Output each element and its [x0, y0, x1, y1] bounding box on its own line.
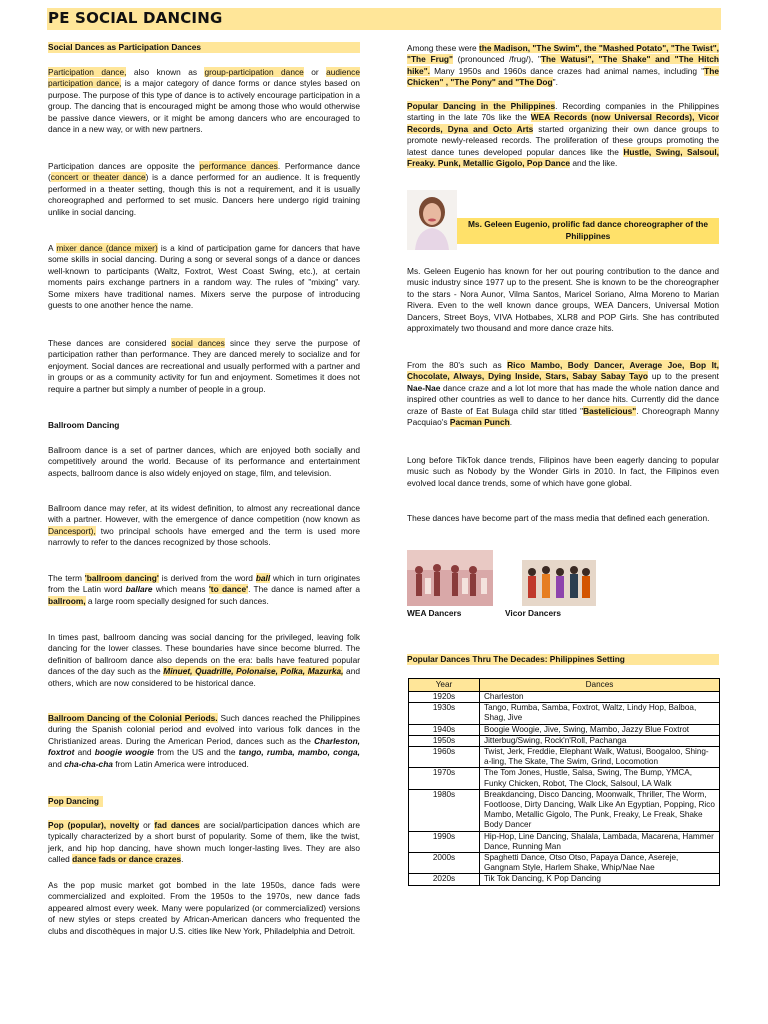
choreographer-photo: [407, 190, 457, 250]
year-cell: 1950s: [409, 735, 480, 746]
table-body: [409, 692, 720, 886]
year-cell: 2000s: [409, 853, 480, 874]
dances-cell: Spaghetti Dance, Otso Otso, Papaya Dance, Asereje, Gangnam Style, Harlem Shake, Whip/Nae Nae: [480, 853, 720, 874]
wea-dancers-photo: [407, 550, 493, 606]
table-row: [409, 747, 720, 768]
paragraph-ballroom-term: The term 'ballroom dancing' is derived from the word ball which in turn originates from the Latin word ballare which means 'to dance'. The dance is named after a ballroom, a large room specially designed for such dances.: [48, 573, 361, 606]
year-cell: 1920s: [409, 692, 480, 703]
dances-cell: Breakdancing, Disco Dancing, Moonwalk, Thriller, The Worm, Footloose, Dirty Dancing, Walk Like An Egyptian, Popping, Rico Mambo, Metallic Gigolo, The Punk, Freaky, Le Freak, Shake Body Dancer: [480, 789, 720, 831]
wea-caption: WEA Dancers: [407, 608, 462, 618]
paragraph-ballroom-intro: Ballroom dance is a set of partner dances, which are enjoyed both socially and competitively around the world. Because of its performance and entertainment aspects, ballroom dance is also widely enjoyed on stage, film, and television.: [48, 445, 360, 478]
paragraph-dance-hits: From the 80's such as Rico Mambo, Body Dancer, Average Joe, Bop It, Chocolate, Always, Dying Inside, Stars, Sabay Sabay Tayo up to the present Nae-Nae dance craze and a lot lot more that has made the whole nation dance and inspired other countries as well to dance to her dance hits. Currently did the dance craze of Baste of Eat Bulaga child star titled "Bastelicious". Choreograph Manny Pacquiao's Pacman Punch.: [407, 360, 720, 428]
column-header-year: Year: [409, 679, 480, 692]
paragraph-dance-crazes: Among these were the Madison, "The Swim", the "Mashed Potato", "The Twist", "The Frug" (pronounced /frug/), "The Watusi", "The Shake" and "The Hitch hike". Many 1950s and 1960s dance crazes had animal names, including "The Chicken" , "The Pony" and "The Dog".: [407, 43, 719, 88]
table-row: [409, 724, 720, 735]
table-row: [409, 768, 720, 789]
paragraph-participation-dance: Participation dance, also known as group-participation dance or audience participation dance, is a major category of dance forms or dance styles based on purpose. The purpose of this type of dance is to actively encourage participation in a group. The dancing that is encouraged might be among those who would otherwise be passive dance viewers, or it might be among dancers who are encouraged to dance in a new way, or with new partners.: [48, 67, 360, 135]
table-row: [409, 692, 720, 703]
portrait-icon: [407, 190, 457, 250]
table-title: Popular Dances Thru The Decades: Philippines Setting: [407, 654, 719, 665]
dances-cell: Jitterbug/Swing, Rock'n'Roll, Pachanga: [480, 735, 720, 746]
group-photo-icon: [522, 560, 596, 606]
paragraph-social-dances: These dances are considered social dances since they serve the purpose of participation rather than performance. They are danced merely to socialize and for enjoyment. Social dances are recreational and usually performed with a partner and in groups or as a community activity for fun and enjoyment. Sometimes it does not require a partner but simply a number of people in a group.: [48, 338, 360, 394]
year-cell: 1980s: [409, 789, 480, 831]
dances-cell: Tik Tok Dancing, K Pop Dancing: [480, 874, 720, 885]
group-photo-icon: [407, 550, 493, 606]
vicor-dancers-photo: [522, 560, 596, 606]
paragraph-geleen-eugenio: Ms. Geleen Eugenio has known for her out pouring contribution to the dance and music industry since 1977 up to the present. She is known to be the choreographer to the stars - Nora Aunor, Vilma Santos, Maricel Soriano, Alma Moreno to Marian Rivera. Even to the well known dance groups, WEA Dancers, Universal Motion Dancers, Street Boys, VIVA Hotbabes, XLR8 and POP Girls. She has contributed approximately two thousand and more dance craze hits.: [407, 266, 719, 334]
year-cell: 2020s: [409, 874, 480, 885]
title-bar: [47, 8, 721, 30]
table-header-row: [409, 679, 720, 692]
photo-caption-box: [457, 218, 719, 244]
page-title: PE SOCIAL DANCING: [48, 9, 223, 27]
year-cell: 1990s: [409, 831, 480, 852]
dances-cell: The Tom Jones, Hustle, Salsa, Swing, The Bump, YMCA, Funky Chicken, Robot, The Clock, Salsoul, LA Walk: [480, 768, 720, 789]
table-row: [409, 831, 720, 852]
year-cell: 1930s: [409, 703, 480, 724]
photo-caption: Ms. Geleen Eugenio, prolific fad dance choreographer of the Philippines: [467, 219, 709, 241]
table-row: [409, 703, 720, 724]
year-cell: 1940s: [409, 724, 480, 735]
dances-by-decade-table: [408, 678, 720, 886]
paragraph-ballroom-history: In times past, ballroom dancing was social dancing for the privileged, leaving folk dancing for the lower classes. These boundaries have since become blurred. The definition of ballroom dance also depends on the era: balls have featured popular dances of the day such as the Minuet, Quadrille, Polonaise, Polka, Mazurka, and others, which are now considered to be historical dance.: [48, 632, 360, 688]
column-header-dances: Dances: [480, 679, 720, 692]
paragraph-popular-dancing-ph: Popular Dancing in the Philippines. Recording companies in the Philippines starting in the late 70s like the WEA Records (now Universal Records), Vicor Records, Dyna and Octo Arts started organizing their own dance groups to promote newly-released records. The proliferation of these groups promoting the latest dance tunes developed popular dances like the Hustle, Swing, Salsoul, Freaky. Punk, Metallic Gigolo, Pop Dance and the like.: [407, 101, 719, 169]
year-cell: 1960s: [409, 747, 480, 768]
table-row: [409, 874, 720, 885]
paragraph-ballroom-definition: Ballroom dance may refer, at its widest definition, to almost any recreational dance with a partner. However, with the emergence of dance competition (now known as Dancesport), two principal schools have emerged and the term is used more narrowly to refer to the dances recognized by those schools.: [48, 503, 360, 548]
table-row: [409, 735, 720, 746]
section-heading-pop: Pop Dancing: [48, 796, 360, 807]
paragraph-colonial-ballroom: Ballroom Dancing of the Colonial Periods. Such dances reached the Philippines during the Spanish colonial period and evolved into various folk dances in the Christianized areas. During the American Period, dances such as the Charleston, foxtrot and boogie woogie from the US and the tango, rumba, mambo, conga, and cha-cha-cha from Latin America were introduced.: [48, 713, 361, 769]
section-heading-ballroom: Ballroom Dancing: [48, 420, 120, 430]
paragraph-performance-dance: Participation dances are opposite the performance dances. Performance dance (concert or theater dance) is a dance performed for an audience. It is frequently performed in a theater setting, though this is not a requirement, and it is usually choreographed and performed to set music. Dancers here undergo rigid training unlike in social dancing.: [48, 161, 360, 217]
dances-cell: Tango, Rumba, Samba, Foxtrot, Waltz, Lindy Hop, Balboa, Shag, Jive: [480, 703, 720, 724]
paragraph-tiktok: Long before TikTok dance trends, Filipinos have been eagerly dancing to popular music such as Nobody by the Wonder Girls in 2010. In fact, the Filipinos even evolved local dance trends, some of which have gone global.: [407, 455, 719, 488]
section-heading-participation: Social Dances as Participation Dances: [48, 42, 360, 54]
dances-cell: Hip-Hop, Line Dancing, Shalala, Lambada, Macarena, Hammer Dance, Running Man: [480, 831, 720, 852]
dances-cell: Boogie Woogie, Jive, Swing, Mambo, Jazzy Blue Foxtrot: [480, 724, 720, 735]
year-cell: 1970s: [409, 768, 480, 789]
paragraph-pop-dancing: Pop (popular), novelty or fad dances are social/participation dances which are typically characterized by a short burst of popularity. Some of them, like the twist, jerk, and hip hop dancing, have shown much longer-lasting lives. They are also called dance fads or dance crazes.: [48, 820, 361, 865]
table-row: [409, 789, 720, 831]
vicor-caption: Vicor Dancers: [505, 608, 561, 618]
dances-cell: Twist, Jerk, Freddie, Elephant Walk, Watusi, Boogaloo, Shing-a-ling, The Skate, The Swim, Grind, Locomotion: [480, 747, 720, 768]
table-row: [409, 853, 720, 874]
dances-cell: Charleston: [480, 692, 720, 703]
paragraph-mixer-dance: A mixer dance (dance mixer) is a kind of participation game for dancers that have some skills in social dancing. During a song or several songs of a dance or dances well-known to participants (Waltz, Foxtrot, West Coast Swing, etc.), at certain moments pairs exchange partners in a random way. The rules of "mixing" vary. Some mixers have traditional names. Mixers serve the purpose of introducing guests to one another hence the name.: [48, 243, 360, 311]
paragraph-mass-media: These dances have become part of the mass media that defined each generation.: [407, 513, 710, 523]
paragraph-dance-fads: As the pop music market got bombed in the late 1950s, dance fads were commercialized and exploited. From the 1950s to the 1970s, new dance fads appeared almost every week. Many were popularized (or commercialized) versions of new styles or steps created by African-American dancers who frequented the clubs and discothèques in major U.S. cities like New York, Philadelphia and Detroit.: [48, 880, 360, 936]
